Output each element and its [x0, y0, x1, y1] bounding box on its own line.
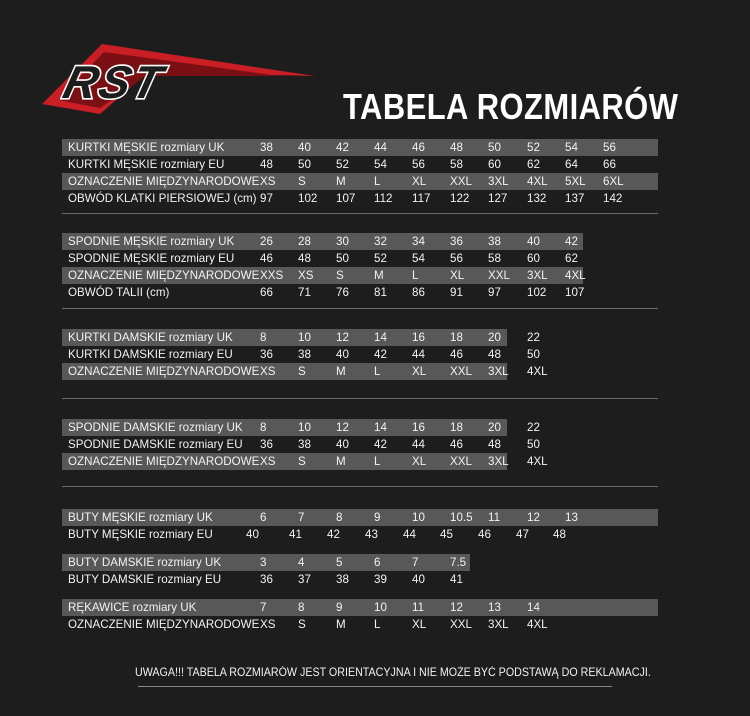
size-value: 36 [450, 235, 463, 248]
size-value: 52 [336, 158, 349, 171]
size-value: 52 [374, 252, 387, 265]
size-row [62, 267, 586, 284]
size-value: 54 [565, 141, 578, 154]
row-label: OZNACZENIE MIĘDZYNARODOWE [68, 455, 260, 468]
size-value: 91 [450, 286, 463, 299]
size-value: S [336, 269, 344, 282]
size-value: 40 [246, 528, 259, 541]
size-value: XL [412, 365, 427, 378]
size-value: 102 [527, 286, 547, 299]
size-value: 13 [565, 511, 578, 524]
size-value: 64 [565, 158, 578, 171]
size-value: L [374, 618, 381, 631]
size-value: 8 [298, 601, 305, 614]
size-row [62, 509, 658, 526]
size-value: 4XL [527, 455, 548, 468]
size-value: 38 [298, 348, 311, 361]
size-value: 22 [527, 331, 540, 344]
size-value: 38 [298, 438, 311, 451]
size-value: L [374, 455, 381, 468]
size-value: 48 [488, 348, 501, 361]
size-value: M [374, 269, 384, 282]
size-value: 3XL [527, 269, 548, 282]
row-label: OBWÓD TALII (cm) [68, 286, 170, 299]
size-value: 102 [298, 192, 318, 205]
size-value: 50 [488, 141, 501, 154]
size-value: 9 [336, 601, 343, 614]
size-row [62, 329, 540, 346]
size-value: 42 [374, 348, 387, 361]
row-label: BUTY DAMSKIE rozmiary UK [68, 556, 222, 569]
row-label: OBWÓD KLATKI PIERSIOWEJ (cm) [68, 192, 257, 205]
size-value: 107 [336, 192, 356, 205]
size-value: 97 [488, 286, 501, 299]
size-value: 97 [260, 192, 273, 205]
size-value: 58 [450, 158, 463, 171]
size-value: 76 [336, 286, 349, 299]
size-row [62, 363, 548, 380]
size-value: 16 [412, 421, 425, 434]
size-value: M [336, 618, 346, 631]
size-value: 26 [260, 235, 273, 248]
size-value: 48 [488, 438, 501, 451]
size-value: XS [260, 455, 276, 468]
size-value: 52 [527, 141, 540, 154]
size-value: 122 [450, 192, 470, 205]
size-value: 46 [260, 252, 273, 265]
size-value: 107 [565, 286, 585, 299]
size-value: 13 [488, 601, 501, 614]
size-value: 60 [527, 252, 540, 265]
size-value: 46 [412, 141, 425, 154]
page-title: TABELA ROZMIARÓW [343, 86, 679, 127]
size-value: XS [298, 269, 314, 282]
size-value: 38 [260, 141, 273, 154]
size-value: 7.5 [450, 556, 467, 569]
size-value: 10.5 [450, 511, 473, 524]
brand-logo-text: RST [58, 56, 170, 108]
size-row [62, 453, 548, 470]
size-value: 45 [440, 528, 453, 541]
size-value: XXL [450, 365, 472, 378]
size-value: L [412, 269, 419, 282]
size-value: 3XL [488, 365, 509, 378]
size-value: 81 [374, 286, 387, 299]
size-row [62, 616, 658, 633]
size-row [62, 554, 470, 571]
row-label: OZNACZENIE MIĘDZYNARODOWE [68, 175, 260, 188]
size-value: 10 [298, 421, 311, 434]
size-value: 41 [450, 573, 463, 586]
size-value: 36 [260, 348, 273, 361]
size-value: 5 [336, 556, 343, 569]
row-label: KURTKI MĘSKIE rozmiary UK [68, 141, 225, 154]
size-value: 38 [336, 573, 349, 586]
size-value: 40 [527, 235, 540, 248]
size-row [62, 284, 583, 301]
size-value: 44 [374, 141, 387, 154]
size-value: 46 [450, 348, 463, 361]
size-value: XL [412, 455, 427, 468]
size-row [62, 436, 540, 453]
size-value: 38 [488, 235, 501, 248]
size-value: 30 [336, 235, 349, 248]
size-value: 39 [374, 573, 387, 586]
row-label: SPODNIE MĘSKIE rozmiary UK [68, 235, 235, 248]
size-value: 5XL [565, 175, 586, 188]
size-value: 42 [327, 528, 340, 541]
size-value: 14 [374, 331, 387, 344]
row-label: KURTKI MĘSKIE rozmiary EU [68, 158, 225, 171]
size-value: 11 [488, 511, 501, 524]
section-divider [62, 486, 658, 487]
size-value: 42 [374, 438, 387, 451]
size-value: 44 [412, 348, 425, 361]
size-value: 3 [260, 556, 267, 569]
size-value: 4XL [565, 269, 586, 282]
size-value: 7 [412, 556, 419, 569]
size-value: XL [450, 269, 465, 282]
size-row [62, 419, 540, 436]
size-value: 54 [412, 252, 425, 265]
size-value: 10 [374, 601, 387, 614]
size-value: 50 [336, 252, 349, 265]
size-value: 11 [412, 601, 425, 614]
size-value: 6 [260, 511, 267, 524]
size-row [62, 250, 583, 267]
size-value: 32 [374, 235, 387, 248]
size-row [62, 346, 540, 363]
size-value: 60 [488, 158, 501, 171]
size-value: XS [260, 618, 276, 631]
size-value: 44 [403, 528, 416, 541]
size-value: 66 [260, 286, 273, 299]
size-value: 40 [412, 573, 425, 586]
size-value: 66 [603, 158, 616, 171]
size-value: 127 [488, 192, 508, 205]
size-value: 112 [374, 192, 393, 205]
row-label: BUTY MĘSKIE rozmiary UK [68, 511, 213, 524]
size-value: 41 [289, 528, 302, 541]
size-value: 50 [527, 438, 540, 451]
size-value: XXL [488, 269, 510, 282]
size-value: 7 [298, 511, 305, 524]
size-value: XXL [450, 618, 472, 631]
size-value: 86 [412, 286, 425, 299]
size-value: S [298, 618, 306, 631]
size-value: 37 [298, 573, 311, 586]
size-value: 62 [527, 158, 540, 171]
size-value: 14 [527, 601, 540, 614]
size-value: 9 [374, 511, 381, 524]
disclaimer-note: UWAGA!!! TABELA ROZMIARÓW JEST ORIENTACYJNA I NIE MOŻE BYĆ PODSTAWĄ DO REKLAMACJI. [135, 667, 651, 679]
size-value: 47 [516, 528, 529, 541]
size-value: 40 [336, 348, 349, 361]
note-underline [138, 686, 612, 687]
row-label: SPODNIE DAMSKIE rozmiary UK [68, 421, 243, 434]
size-value: 4XL [527, 365, 548, 378]
size-value: 10 [298, 331, 311, 344]
size-value: L [374, 175, 381, 188]
size-value: 142 [603, 192, 623, 205]
size-value: 56 [412, 158, 425, 171]
size-row [62, 173, 658, 190]
size-value: 56 [450, 252, 463, 265]
size-value: 18 [450, 331, 463, 344]
rst-logo [30, 38, 315, 118]
size-row [62, 190, 658, 207]
size-value: 7 [260, 601, 267, 614]
size-value: 48 [450, 141, 463, 154]
size-value: 62 [565, 252, 578, 265]
size-value: 14 [374, 421, 387, 434]
size-value: 12 [450, 601, 463, 614]
row-label: RĘKAWICE rozmiary UK [68, 601, 197, 614]
size-row [62, 599, 658, 616]
size-value: XS [260, 365, 276, 378]
row-label: OZNACZENIE MIĘDZYNARODOWE [68, 365, 260, 378]
size-value: 43 [365, 528, 378, 541]
size-value: 132 [527, 192, 547, 205]
size-value: 28 [298, 235, 311, 248]
size-value: 36 [260, 438, 273, 451]
size-value: 56 [603, 141, 616, 154]
size-value: 48 [553, 528, 566, 541]
row-label: OZNACZENIE MIĘDZYNARODOWE [68, 618, 260, 631]
size-value: 6 [374, 556, 381, 569]
size-value: 16 [412, 331, 425, 344]
size-value: 8 [260, 331, 267, 344]
row-label: KURTKI DAMSKIE rozmiary EU [68, 348, 233, 361]
size-value: XL [412, 175, 427, 188]
size-value: 3XL [488, 455, 509, 468]
size-value: 20 [488, 331, 501, 344]
size-value: 42 [336, 141, 349, 154]
size-value: 46 [478, 528, 491, 541]
size-value: 117 [412, 192, 431, 205]
size-value: 4XL [527, 175, 548, 188]
size-value: 50 [527, 348, 540, 361]
size-value: XS [260, 175, 276, 188]
row-label: OZNACZENIE MIĘDZYNARODOWE [68, 269, 260, 282]
size-value: 137 [565, 192, 585, 205]
size-value: 44 [412, 438, 425, 451]
size-value: 20 [488, 421, 501, 434]
size-value: XXS [260, 269, 284, 282]
row-label: SPODNIE DAMSKIE rozmiary EU [68, 438, 243, 451]
size-value: 22 [527, 421, 540, 434]
row-label: BUTY DAMSKIE rozmiary EU [68, 573, 222, 586]
size-value: 54 [374, 158, 387, 171]
row-label: KURTKI DAMSKIE rozmiary UK [68, 331, 233, 344]
row-label: SPODNIE MĘSKIE rozmiary EU [68, 252, 235, 265]
section-divider [62, 398, 658, 399]
size-value: 12 [336, 331, 349, 344]
size-value: 18 [450, 421, 463, 434]
size-value: 6XL [603, 175, 624, 188]
size-value: 46 [450, 438, 463, 451]
size-value: 12 [527, 511, 540, 524]
size-row [62, 571, 470, 588]
size-value: 71 [298, 286, 311, 299]
size-value: S [298, 365, 306, 378]
size-value: XL [412, 618, 427, 631]
size-value: 48 [298, 252, 311, 265]
size-value: M [336, 455, 346, 468]
size-value: XXL [450, 455, 472, 468]
size-value: 40 [298, 141, 311, 154]
section-divider [62, 213, 658, 214]
size-row [62, 139, 658, 156]
size-value: 34 [412, 235, 425, 248]
size-value: 8 [336, 511, 343, 524]
size-value: 48 [260, 158, 273, 171]
size-value: M [336, 175, 346, 188]
size-value: 36 [260, 573, 273, 586]
size-value: 3XL [488, 175, 509, 188]
size-value: 42 [565, 235, 578, 248]
size-row [62, 233, 583, 250]
row-label: BUTY MĘSKIE rozmiary EU [68, 528, 213, 541]
size-row [62, 526, 658, 543]
size-value: L [374, 365, 381, 378]
size-value: 4XL [527, 618, 548, 631]
size-value: 12 [336, 421, 349, 434]
size-value: 10 [412, 511, 425, 524]
size-value: 50 [298, 158, 311, 171]
size-value: 40 [336, 438, 349, 451]
size-value: S [298, 175, 306, 188]
size-value: 3XL [488, 618, 509, 631]
size-value: 8 [260, 421, 267, 434]
size-row [62, 156, 658, 173]
size-value: 4 [298, 556, 305, 569]
size-value: M [336, 365, 346, 378]
section-divider [62, 308, 658, 309]
size-value: XXL [450, 175, 472, 188]
size-value: S [298, 455, 306, 468]
size-value: 58 [488, 252, 501, 265]
